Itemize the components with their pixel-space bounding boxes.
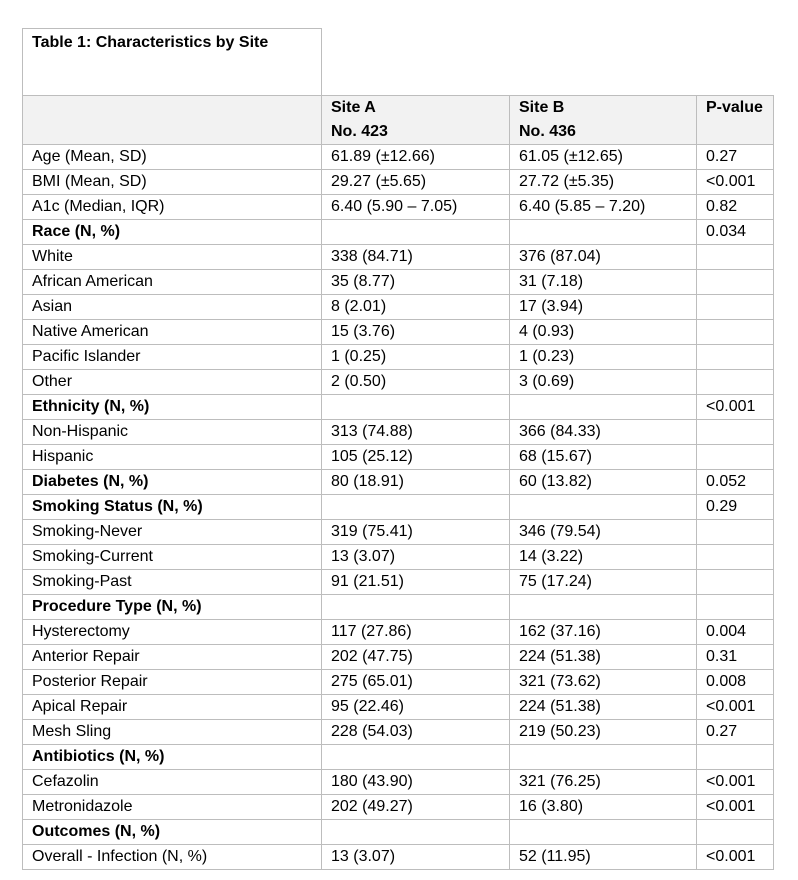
p-value [697,820,774,845]
row-label: Age (Mean, SD) [23,145,322,170]
row-label: Non-Hispanic [23,420,322,445]
p-value: <0.001 [697,395,774,420]
table-title: Table 1: Characteristics by Site [23,29,322,96]
p-value: 0.82 [697,195,774,220]
table-row [23,145,774,170]
site-b-value: 16 (3.80) [510,795,697,820]
site-b-value: 224 (51.38) [510,695,697,720]
p-value [697,345,774,370]
site-a-value: 275 (65.01) [322,670,510,695]
site-a-value [322,395,510,420]
row-label: Diabetes (N, %) [23,470,322,495]
site-a-value: 313 (74.88) [322,420,510,445]
table-row [23,320,774,345]
row-label: Hysterectomy [23,620,322,645]
site-b-value: 366 (84.33) [510,420,697,445]
table-row [23,345,774,370]
p-value [697,570,774,595]
site-b-value: 321 (73.62) [510,670,697,695]
row-label: Hispanic [23,445,322,470]
p-value [697,545,774,570]
site-b-value: 376 (87.04) [510,245,697,270]
site-b-value: 224 (51.38) [510,645,697,670]
site-b-value [510,395,697,420]
p-value: 0.31 [697,645,774,670]
table-row [23,770,774,795]
row-label: Smoking-Never [23,520,322,545]
site-a-value: 35 (8.77) [322,270,510,295]
table-row [23,495,774,520]
site-a-value: 105 (25.12) [322,445,510,470]
table-row [23,820,774,845]
site-a-value: 13 (3.07) [322,845,510,870]
table-row [23,695,774,720]
row-label: Posterior Repair [23,670,322,695]
row-label: Native American [23,320,322,345]
site-a-value: 15 (3.76) [322,320,510,345]
site-b-label: Site B [519,99,565,116]
site-a-value: 228 (54.03) [322,720,510,745]
p-value [697,445,774,470]
table-row [23,620,774,645]
site-a-value: 202 (47.75) [322,645,510,670]
site-b-value: 14 (3.22) [510,545,697,570]
table-row [23,520,774,545]
row-label: African American [23,270,322,295]
p-value: <0.001 [697,770,774,795]
p-value: <0.001 [697,695,774,720]
site-a-value: 6.40 (5.90 – 7.05) [322,195,510,220]
site-a-value: 61.89 (±12.66) [322,145,510,170]
table-row [23,445,774,470]
site-b-value [510,745,697,770]
row-label: Mesh Sling [23,720,322,745]
site-b-value: 60 (13.82) [510,470,697,495]
site-b-value: 61.05 (±12.65) [510,145,697,170]
site-b-value: 321 (76.25) [510,770,697,795]
row-label: Outcomes (N, %) [23,820,322,845]
site-b-value: 31 (7.18) [510,270,697,295]
site-b-value: 3 (0.69) [510,370,697,395]
header-blank-cell [23,96,322,145]
site-b-value: 4 (0.93) [510,320,697,345]
p-value: 0.29 [697,495,774,520]
site-a-value: 338 (84.71) [322,245,510,270]
row-label: Race (N, %) [23,220,322,245]
table-row [23,195,774,220]
site-a-value [322,595,510,620]
row-label: Cefazolin [23,770,322,795]
site-a-label: Site A [331,99,376,116]
table-row [23,570,774,595]
table-row [23,245,774,270]
site-a-value [322,495,510,520]
table-row [23,745,774,770]
row-label: Smoking Status (N, %) [23,495,322,520]
site-a-value [322,745,510,770]
site-a-value: 80 (18.91) [322,470,510,495]
row-label: Other [23,370,322,395]
header-row [23,96,774,145]
p-value [697,295,774,320]
row-label: Metronidazole [23,795,322,820]
site-b-value: 219 (50.23) [510,720,697,745]
characteristics-table [22,28,774,870]
title-spacer [322,29,774,96]
title-row [23,29,774,96]
table-row [23,420,774,445]
site-a-value: 117 (27.86) [322,620,510,645]
site-b-count: No. 436 [519,123,576,140]
site-b-value: 1 (0.23) [510,345,697,370]
p-value [697,320,774,345]
p-value [697,420,774,445]
row-label: Ethnicity (N, %) [23,395,322,420]
site-a-value: 29.27 (±5.65) [322,170,510,195]
table-row [23,220,774,245]
table-row [23,795,774,820]
p-value [697,270,774,295]
table-row [23,720,774,745]
site-a-value: 8 (2.01) [322,295,510,320]
table-row [23,545,774,570]
row-label: Anterior Repair [23,645,322,670]
site-a-value: 13 (3.07) [322,545,510,570]
characteristics-table-container [22,28,774,870]
site-a-value: 91 (21.51) [322,570,510,595]
row-label: BMI (Mean, SD) [23,170,322,195]
p-value: 0.004 [697,620,774,645]
row-label: Apical Repair [23,695,322,720]
p-value: <0.001 [697,845,774,870]
p-value [697,370,774,395]
site-b-value: 68 (15.67) [510,445,697,470]
site-a-count: No. 423 [331,123,388,140]
p-value: 0.052 [697,470,774,495]
p-value [697,245,774,270]
site-a-value: 202 (49.27) [322,795,510,820]
table-row [23,270,774,295]
row-label: A1c (Median, IQR) [23,195,322,220]
header-site-a [322,96,510,145]
site-b-value: 162 (37.16) [510,620,697,645]
site-b-value: 52 (11.95) [510,845,697,870]
table-row [23,595,774,620]
row-label: Pacific Islander [23,345,322,370]
table-row [23,295,774,320]
site-b-value: 75 (17.24) [510,570,697,595]
p-value: 0.27 [697,720,774,745]
p-value [697,520,774,545]
table-row [23,645,774,670]
p-value: 0.27 [697,145,774,170]
row-label: Asian [23,295,322,320]
row-label: Procedure Type (N, %) [23,595,322,620]
table-row [23,370,774,395]
table-row [23,670,774,695]
table-row [23,470,774,495]
site-b-value [510,820,697,845]
site-b-value: 6.40 (5.85 – 7.20) [510,195,697,220]
site-b-value: 17 (3.94) [510,295,697,320]
site-b-value: 346 (79.54) [510,520,697,545]
site-b-value: 27.72 (±5.35) [510,170,697,195]
site-a-value: 319 (75.41) [322,520,510,545]
row-label: White [23,245,322,270]
site-a-value: 95 (22.46) [322,695,510,720]
site-a-value: 2 (0.50) [322,370,510,395]
table-row [23,395,774,420]
site-a-value [322,220,510,245]
site-b-value [510,595,697,620]
site-a-value: 180 (43.90) [322,770,510,795]
table-row [23,845,774,870]
row-label: Overall - Infection (N, %) [23,845,322,870]
site-b-value [510,220,697,245]
p-value [697,595,774,620]
p-value: 0.034 [697,220,774,245]
site-a-value: 1 (0.25) [322,345,510,370]
row-label: Smoking-Current [23,545,322,570]
site-b-value [510,495,697,520]
table-row [23,170,774,195]
p-value: <0.001 [697,795,774,820]
row-label: Antibiotics (N, %) [23,745,322,770]
header-site-b [510,96,697,145]
p-value [697,745,774,770]
p-value: 0.008 [697,670,774,695]
header-pvalue: P-value [697,96,774,145]
site-a-value [322,820,510,845]
p-value: <0.001 [697,170,774,195]
row-label: Smoking-Past [23,570,322,595]
